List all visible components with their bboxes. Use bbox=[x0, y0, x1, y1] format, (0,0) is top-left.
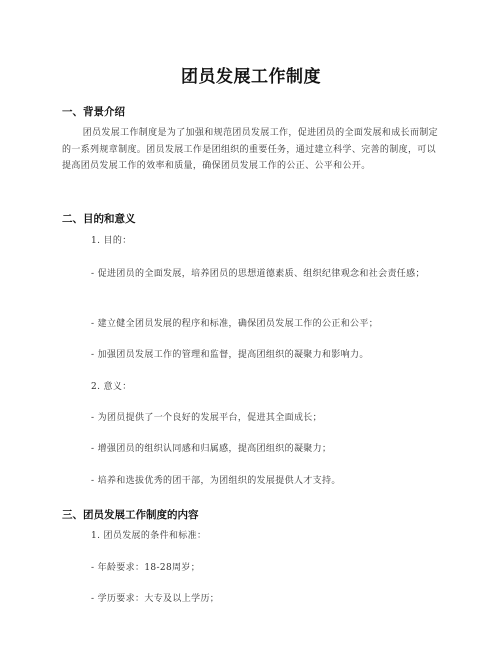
list-item-significance-2: - 增强团员的组织认同感和归属感，提高团组织的凝聚力； bbox=[91, 444, 332, 454]
section-heading-purpose: 二、目的和意义 bbox=[62, 213, 136, 225]
list-item-purpose-2: - 建立健全团员发展的程序和标准，确保团员发展工作的公正和公平； bbox=[91, 319, 379, 329]
page-title: 团员发展工作制度 bbox=[181, 67, 321, 87]
list-item-education-requirement: - 学历要求：大专及以上学历； bbox=[91, 594, 220, 604]
list-item-purpose-1: - 促进团员的全面发展，培养团员的思想道德素质、组织纪律观念和社会责任感； bbox=[91, 269, 425, 279]
section-heading-background: 一、背景介绍 bbox=[62, 106, 125, 118]
list-item-purpose-label: 1. 目的： bbox=[91, 236, 132, 246]
list-item-significance-label: 2. 意义： bbox=[91, 382, 132, 392]
list-item-age-requirement: - 年龄要求：18-28周岁； bbox=[91, 563, 201, 573]
list-item-purpose-3: - 加强团员发展工作的管理和监督，提高团组织的凝聚力和影响力。 bbox=[91, 350, 369, 360]
list-item-conditions-label: 1. 团员发展的条件和标准： bbox=[91, 531, 207, 541]
list-item-significance-3: - 培养和选拔优秀的团干部，为团组织的发展提供人才支持。 bbox=[91, 476, 341, 486]
section-heading-content: 三、团员发展工作制度的内容 bbox=[62, 509, 199, 521]
list-item-significance-1: - 为团员提供了一个良好的发展平台，促进其全面成长； bbox=[91, 413, 323, 423]
section-paragraph-background: 团员发展工作制度是为了加强和规范团员发展工作，促进团员的全面发展和成长而制定的一系列规章制度。团员发展工作是团组织的重要任务，通过建立科学、完善的制度，可以提高团员发展工作的效率和质量，确保团员发展工作的公正、公平和公开。 bbox=[62, 128, 438, 171]
